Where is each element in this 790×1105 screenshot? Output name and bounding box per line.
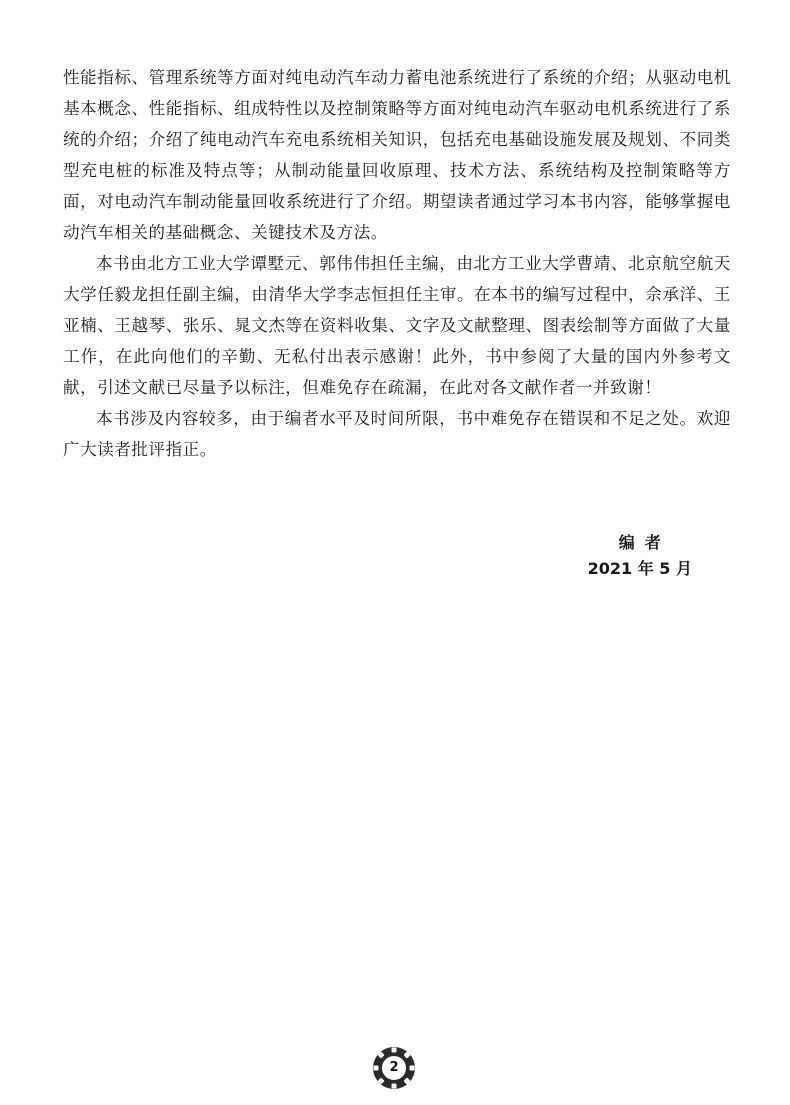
paragraph-3: 本书涉及内容较多，由于编者水平及时间所限，书中难免存在错误和不足之处。欢迎广大读者批评指正。: [63, 409, 731, 459]
signature-block: [588, 530, 692, 582]
page-number: 2: [389, 1060, 399, 1075]
preface-body: [63, 62, 731, 465]
paragraph-1: 性能指标、管理系统等方面对纯电动汽车动力蓄电池系统进行了系统的介绍；从驱动电机基本概念、性能指标、组成特性以及控制策略等方面对纯电动汽车驱动电机系统进行了系统的介绍；介绍了纯电动汽车充电系统相关知识，包括充电基础设施发展及规划、不同类型充电桩的标准及特点等；从制动能量回收原理、技术方法、系统结构及控制策略等方面，对电动汽车制动能量回收系统进行了介绍。期望读者通过学习本书内容，能够掌握电动汽车相关的基础概念、关键技术及方法。: [63, 68, 731, 242]
signature-date: 2021 年 5 月: [587, 559, 692, 578]
signature-author: 编者: [618, 533, 671, 552]
paragraph-2: 本书由北方工业大学谭墅元、郭伟伟担任主编，由北方工业大学曹靖、北京航空航天大学任毅龙担任副主编，由清华大学李志恒担任主审。在本书的编写过程中，佘承洋、王亚楠、王越琴、张乐、晁文杰等在资料收集、文字及文献整理、图表绘制等方面做了大量工作，在此向他们的辛勤、无私付出表示感谢！此外，书中参阅了大量的国内外参考文献，引述文献已尽量予以标注，但难免存在疏漏，在此对各文献作者一并致谢！: [63, 254, 731, 397]
page-number-badge: [371, 1045, 417, 1091]
